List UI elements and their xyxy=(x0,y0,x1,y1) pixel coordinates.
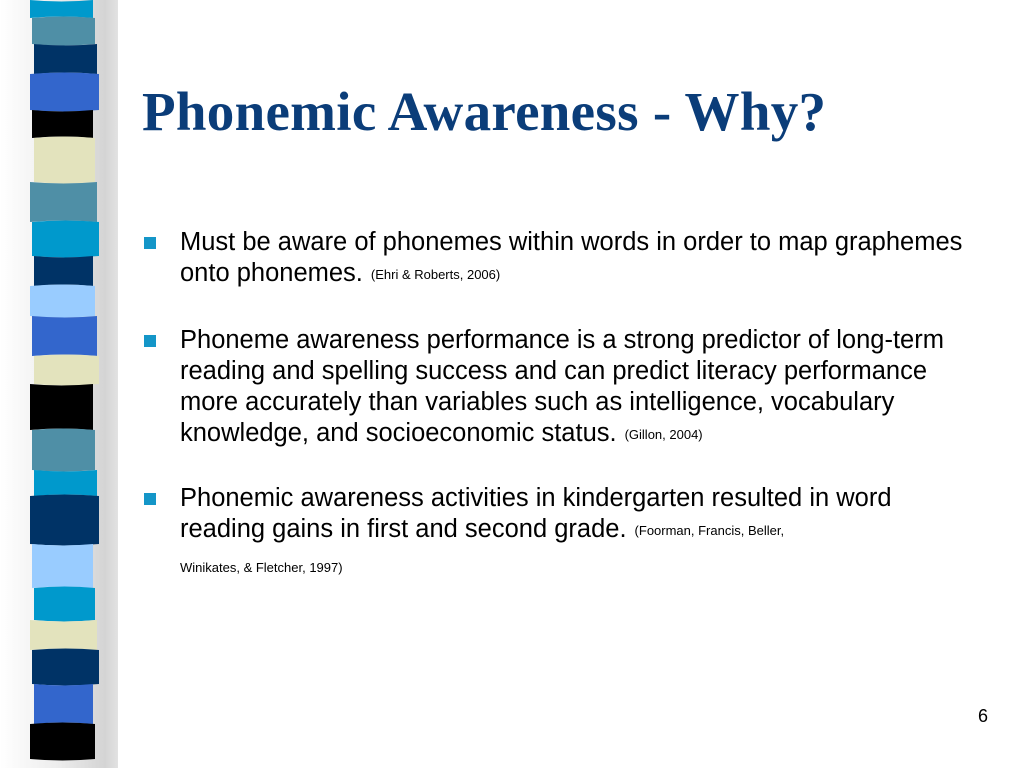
square-bullet-icon xyxy=(144,335,156,347)
citation: (Foorman, Francis, Beller, xyxy=(634,523,785,538)
stripe-segment xyxy=(32,429,95,472)
stripe-segment xyxy=(32,17,95,46)
bullet-text: Phoneme awareness performance is a strong predictor of long-term reading and spelling success and can predict literacy performance more accurately than variables such as intelligence, vocabulary knowledge, and socioeconomic status. xyxy=(180,326,944,447)
stripe-segment xyxy=(32,316,97,356)
slide-title: Phonemic Awareness - Why? xyxy=(142,81,827,142)
bullet-item xyxy=(140,227,970,290)
bullet-item xyxy=(140,325,970,450)
stripe-segment xyxy=(34,684,93,724)
stripe-segment xyxy=(34,256,93,286)
stripe-pattern xyxy=(0,0,118,768)
stripe-segment xyxy=(30,620,97,650)
bullet-text: Phonemic awareness activities in kindergarten resulted in word reading gains in first and second grade. xyxy=(180,484,892,543)
stripe-segment xyxy=(34,587,95,622)
stripe-segment xyxy=(32,544,93,588)
stripe-segment xyxy=(34,137,95,184)
stripe-segment xyxy=(30,0,93,18)
stripe-segment xyxy=(34,470,97,496)
citation-continued: Winikates, & Fletcher, 1997) xyxy=(180,560,343,575)
stripe-segment xyxy=(30,182,97,222)
stripe-segment xyxy=(30,73,99,112)
citation: (Ehri & Roberts, 2006) xyxy=(370,267,501,282)
decorative-stripe-border xyxy=(0,0,118,768)
bullet-list xyxy=(140,227,970,576)
stripe-segment xyxy=(30,723,95,761)
bullet-text: Must be aware of phonemes within words in order to map graphemes onto phonemes. xyxy=(180,228,963,287)
square-bullet-icon xyxy=(144,237,156,249)
square-bullet-icon xyxy=(144,493,156,505)
stripe-segment xyxy=(30,495,99,546)
citation: (Gillon, 2004) xyxy=(624,427,703,442)
stripe-segment xyxy=(34,355,99,386)
stripe-segment xyxy=(32,110,93,138)
stripe-segment xyxy=(32,649,99,686)
stripe-segment xyxy=(32,221,99,258)
page-number: 6 xyxy=(977,706,988,726)
stripe-segment xyxy=(34,44,97,74)
stripe-segment xyxy=(30,285,95,318)
stripe-segment xyxy=(30,384,93,430)
bullet-item xyxy=(140,483,970,576)
